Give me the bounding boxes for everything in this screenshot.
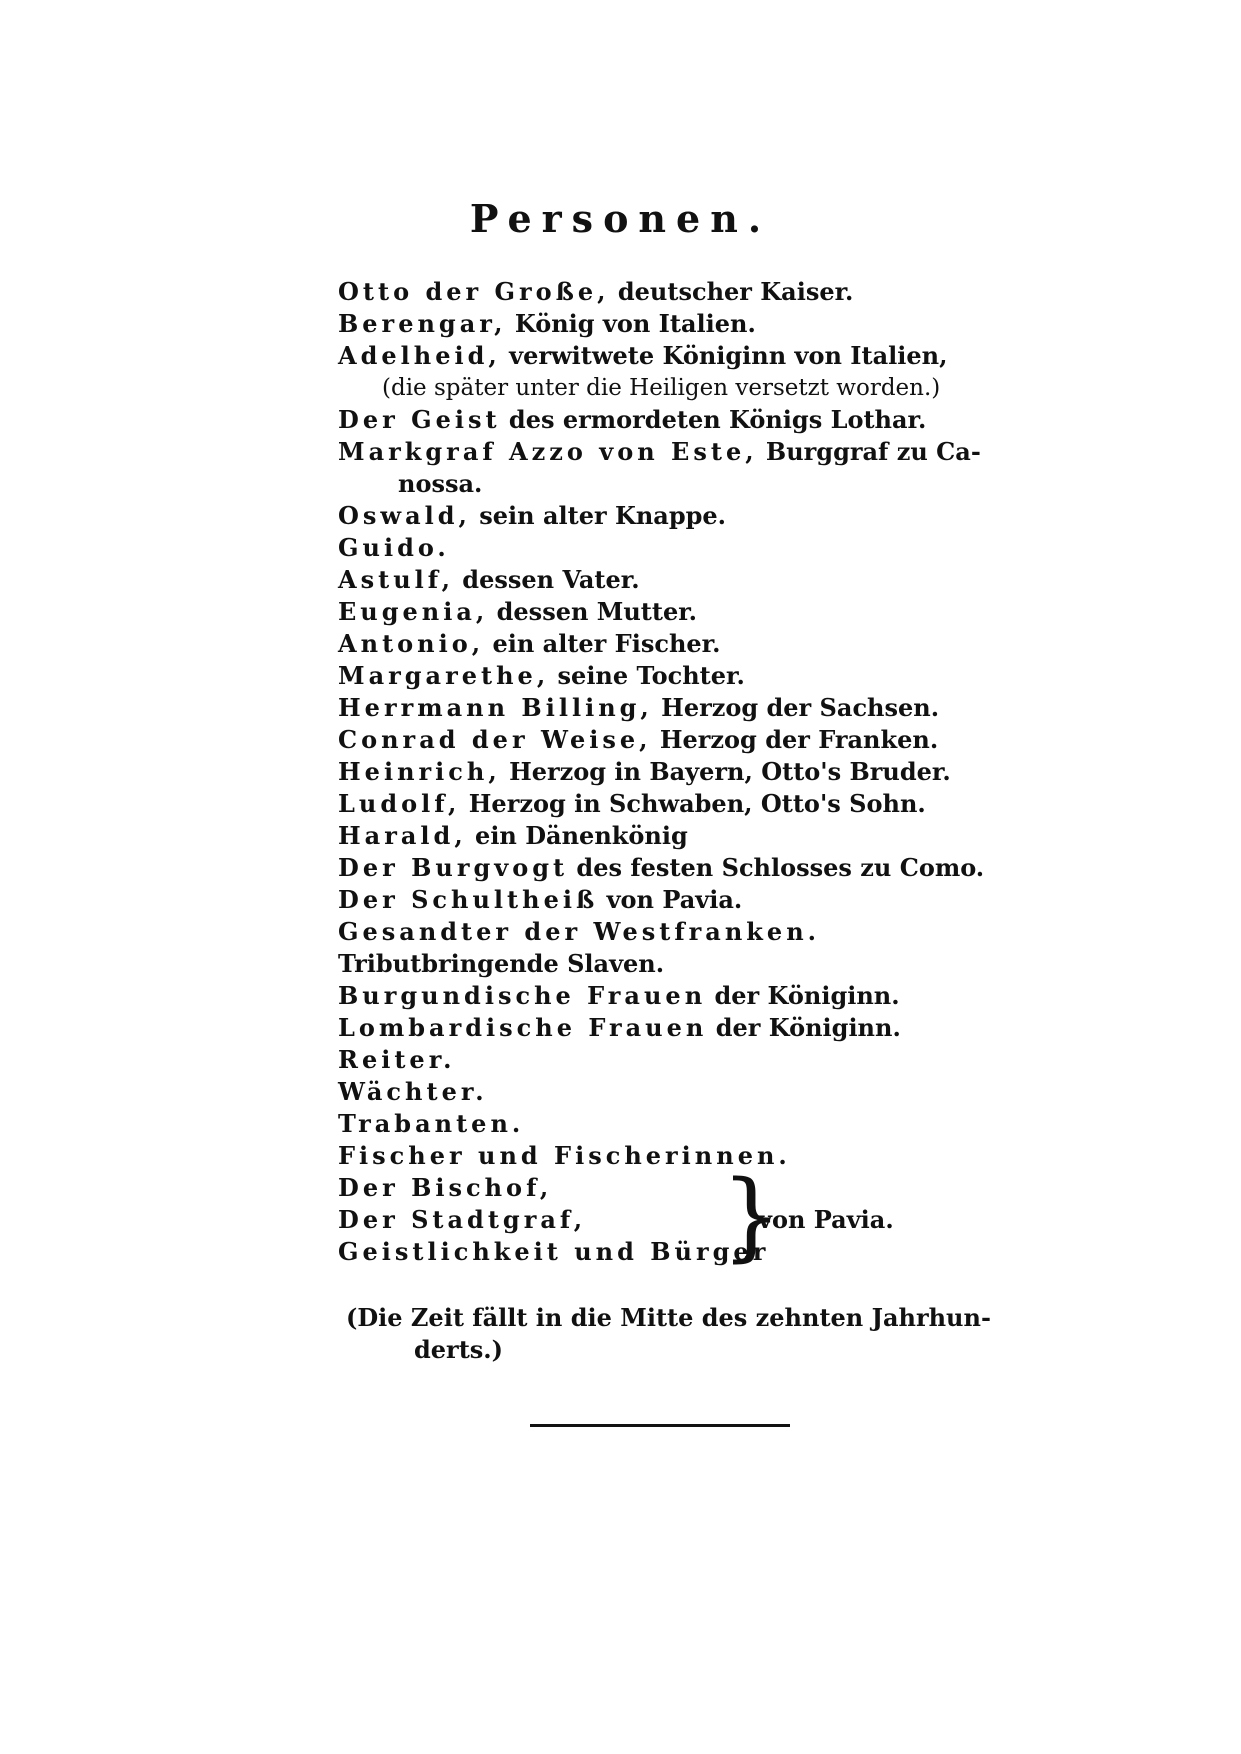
cast-entry (338, 660, 1038, 692)
character-name: Gesandter der Westfranken. (338, 917, 820, 946)
character-name: Burgundische Frauen (338, 981, 707, 1010)
character-name: Fischer und Fischerinnen. (338, 1141, 791, 1170)
cast-entry-continuation (338, 468, 1038, 500)
character-name: Berengar, (338, 309, 507, 338)
group-member: Der Stadtgraf, (338, 1205, 587, 1234)
character-name: Wächter. (338, 1077, 488, 1106)
cast-entry (338, 916, 1038, 948)
character-name: Lombardische Frauen (338, 1013, 708, 1042)
note-line: (Die Zeit fällt in die Mitte des zehnten Jahrhun- (346, 1303, 991, 1332)
character-name: Herrmann Billing, (338, 693, 653, 722)
cast-entry (338, 724, 1038, 756)
character-desc: dessen Mutter. (496, 597, 698, 626)
cast-entry (338, 532, 1038, 564)
character-desc: Burggraf zu Ca- (765, 437, 981, 466)
character-name: Harald, (338, 821, 467, 850)
group-member: Geistlichkeit und Bürger (338, 1237, 770, 1266)
cast-entry-continuation (338, 372, 1038, 404)
character-desc: König von Italien. (514, 309, 756, 338)
character-name: Markgraf Azzo von Este, (338, 437, 758, 466)
cast-entry (338, 820, 1038, 852)
cast-entry (338, 852, 1038, 884)
character-desc: der Königinn. (714, 981, 900, 1010)
cast-entry (338, 308, 1038, 340)
cast-entry (338, 980, 1038, 1012)
character-name: Trabanten. (338, 1109, 525, 1138)
character-name: Der Burgvogt (338, 853, 569, 882)
character-desc: dessen Vater. (462, 565, 640, 594)
character-desc: Herzog in Bayern, Otto's Bruder. (509, 757, 951, 786)
cast-entry (338, 404, 1038, 436)
cast-entry (338, 500, 1038, 532)
character-name: Antonio, (338, 629, 485, 658)
character-name: Margarethe, (338, 661, 550, 690)
character-desc: nossa. (398, 469, 483, 498)
character-desc: ein alter Fischer. (492, 629, 721, 658)
character-name: Astulf, (338, 565, 454, 594)
character-desc: (die später unter die Heiligen versetzt worden.) (382, 375, 941, 401)
page-title: Personen. (469, 196, 772, 241)
cast-entry (338, 628, 1038, 660)
cast-entry (338, 596, 1038, 628)
character-desc: seine Tochter. (557, 661, 745, 690)
character-desc: deutscher Kaiser. (617, 277, 854, 306)
character-name: Reiter. (338, 1045, 456, 1074)
character-desc: Herzog der Franken. (659, 725, 939, 754)
note-line: derts.) (414, 1335, 504, 1364)
cast-entry (338, 788, 1038, 820)
character-name: Heinrich, (338, 757, 501, 786)
character-desc: von Pavia. (606, 885, 743, 914)
cast-entry (338, 1012, 1038, 1044)
cast-entry (338, 1140, 1038, 1172)
divider-rule (530, 1424, 790, 1427)
cast-entry (338, 1108, 1038, 1140)
cast-entry (338, 1076, 1038, 1108)
character-desc: ein Dänenkönig (475, 821, 688, 850)
curly-brace: } (721, 1160, 783, 1272)
character-desc: Herzog in Schwaben, Otto's Sohn. (468, 789, 926, 818)
cast-entry (338, 340, 1038, 372)
character-name: Der Schultheiß (338, 885, 599, 914)
character-name: Otto der Große, (338, 277, 610, 306)
cast-entry (338, 756, 1038, 788)
character-name: Eugenia, (338, 597, 489, 626)
character-name: Guido. (338, 533, 450, 562)
character-desc: des ermordeten Königs Lothar. (508, 405, 927, 434)
time-note (346, 1302, 996, 1366)
character-name: Ludolf, (338, 789, 461, 818)
cast-entry (338, 1044, 1038, 1076)
cast-entry (338, 436, 1038, 468)
character-desc: des festen Schlosses zu Como. (576, 853, 985, 882)
cast-entry (338, 276, 1038, 308)
group-label: von Pavia. (758, 1205, 894, 1234)
character-desc: der Königinn. (715, 1013, 901, 1042)
character-name: Der Geist (338, 405, 501, 434)
character-desc: verwitwete Königinn von Italien, (509, 341, 948, 370)
character-name: Adelheid, (338, 341, 501, 370)
character-name: Tributbringende Slaven. (338, 949, 665, 978)
cast-entry (338, 692, 1038, 724)
cast-entry (338, 948, 1038, 980)
character-name: Conrad der Weise, (338, 725, 652, 754)
pavia-group (338, 1160, 1038, 1272)
character-desc: Herzog der Sachsen. (661, 693, 940, 722)
character-name: Oswald, (338, 501, 471, 530)
cast-entry (338, 884, 1038, 916)
cast-entry (338, 564, 1038, 596)
group-member: Der Bischof, (338, 1173, 553, 1202)
cast-list (338, 276, 1038, 1272)
character-desc: sein alter Knappe. (479, 501, 727, 530)
